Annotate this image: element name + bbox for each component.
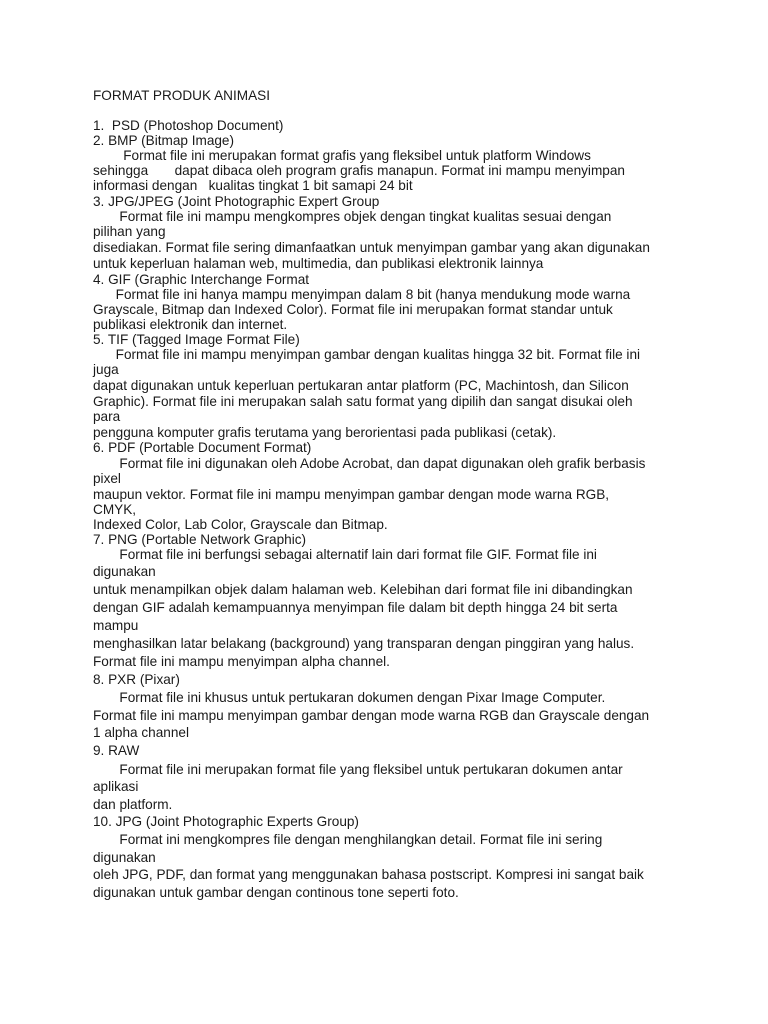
document-line: juga — [93, 362, 119, 377]
document-line: Format file ini digunakan oleh Adobe Acrobat, dan dapat digunakan oleh grafik berbasis — [93, 456, 646, 471]
document-line: 6. PDF (Portable Document Format) — [93, 440, 312, 455]
document-line: disediakan. Format file sering dimanfaatkan untuk menyimpan gambar yang akan digunakan — [93, 240, 650, 255]
document-line: aplikasi — [93, 779, 139, 794]
document-line: mampu — [93, 618, 139, 633]
document-line: Format file ini merupakan format file yang fleksibel untuk pertukaran dokumen antar — [93, 762, 623, 777]
document-line: Format file ini merupakan format grafis yang fleksibel untuk platform Windows — [93, 148, 591, 163]
document-line: untuk keperluan halaman web, multimedia, dan publikasi elektronik lainnya — [93, 256, 544, 271]
document-line: dan platform. — [93, 797, 173, 812]
document-line: 2. BMP (Bitmap Image) — [93, 133, 235, 148]
document-line: digunakan — [93, 850, 156, 865]
document-line: digunakan — [93, 564, 156, 579]
document-line: Format file ini mampu menyimpan gambar dengan mode warna RGB dan Grayscale dengan — [93, 708, 650, 723]
document-line: Format file ini mampu mengkompres objek dengan tingkat kualitas sesuai dengan — [93, 209, 612, 224]
document-line: 10. JPG (Joint Photographic Experts Group) — [93, 814, 359, 829]
document-line: Format file ini mampu menyimpan alpha channel. — [93, 654, 390, 669]
document-line: informasi dengan kualitas tingkat 1 bit samapi 24 bit — [93, 178, 413, 193]
document-line: Indexed Color, Lab Color, Grayscale dan Bitmap. — [93, 517, 388, 532]
document-line: para — [93, 409, 121, 424]
document-line: Format file ini hanya mampu menyimpan dalam 8 bit (hanya mendukung mode warna — [93, 287, 631, 302]
document-line: dengan GIF adalah kemampuannya menyimpan file dalam bit depth hingga 24 bit serta — [93, 600, 618, 615]
document-line: dapat digunakan untuk keperluan pertukaran antar platform (PC, Machintosh, dan Silicon — [93, 378, 629, 393]
document-line: Format file ini mampu menyimpan gambar dengan kualitas hingga 32 bit. Format file ini — [93, 347, 641, 362]
document-line: publikasi elektronik dan internet. — [93, 317, 288, 332]
document-line: sehingga dapat dibaca oleh program grafis manapun. Format ini mampu menyimpan — [93, 163, 625, 178]
document-line: Format ini mengkompres file dengan menghilangkan detail. Format file ini sering — [93, 832, 603, 847]
document-line: 3. JPG/JPEG (Joint Photographic Expert Group — [93, 194, 380, 209]
document-line: 9. RAW — [93, 743, 140, 758]
document-line: 7. PNG (Portable Network Graphic) — [93, 532, 307, 547]
document-line: untuk menampilkan objek dalam halaman web. Kelebihan dari format file ini dibandingkan — [93, 582, 633, 597]
document-line: pixel — [93, 471, 121, 486]
document-line: maupun vektor. Format file ini mampu menyimpan gambar dengan mode warna RGB, — [93, 487, 610, 502]
document-line: Format file ini berfungsi sebagai alternatif lain dari format file GIF. Format file ini — [93, 547, 597, 562]
document-line: pilihan yang — [93, 224, 166, 239]
document-line: menghasilkan latar belakang (background) yang transparan dengan pinggiran yang halus. — [93, 636, 635, 651]
document-line: 4. GIF (Graphic Interchange Format — [93, 272, 310, 287]
document-line: pengguna komputer grafis terutama yang berorientasi pada publikasi (cetak). — [93, 425, 557, 440]
document-line: digunakan untuk gambar dengan continous tone seperti foto. — [93, 885, 459, 900]
document-line: oleh JPG, PDF, dan format yang menggunakan bahasa postscript. Kompresi ini sangat baik — [93, 867, 644, 882]
document-line: Format file ini khusus untuk pertukaran dokumen dengan Pixar Image Computer. — [93, 690, 606, 705]
document-title: FORMAT PRODUK ANIMASI — [93, 88, 270, 103]
document-line: 1 alpha channel — [93, 725, 189, 740]
document-line: 8. PXR (Pixar) — [93, 672, 180, 687]
document-line: Graphic). Format file ini merupakan salah satu format yang dipilih dan sangat disukai oleh — [93, 394, 633, 409]
document-line: CMYK, — [93, 502, 137, 517]
document-line: 1. PSD (Photoshop Document) — [93, 118, 284, 133]
document-line: Grayscale, Bitmap dan Indexed Color). Format file ini merupakan format standar untuk — [93, 302, 613, 317]
document-line: 5. TIF (Tagged Image Format File) — [93, 332, 300, 347]
